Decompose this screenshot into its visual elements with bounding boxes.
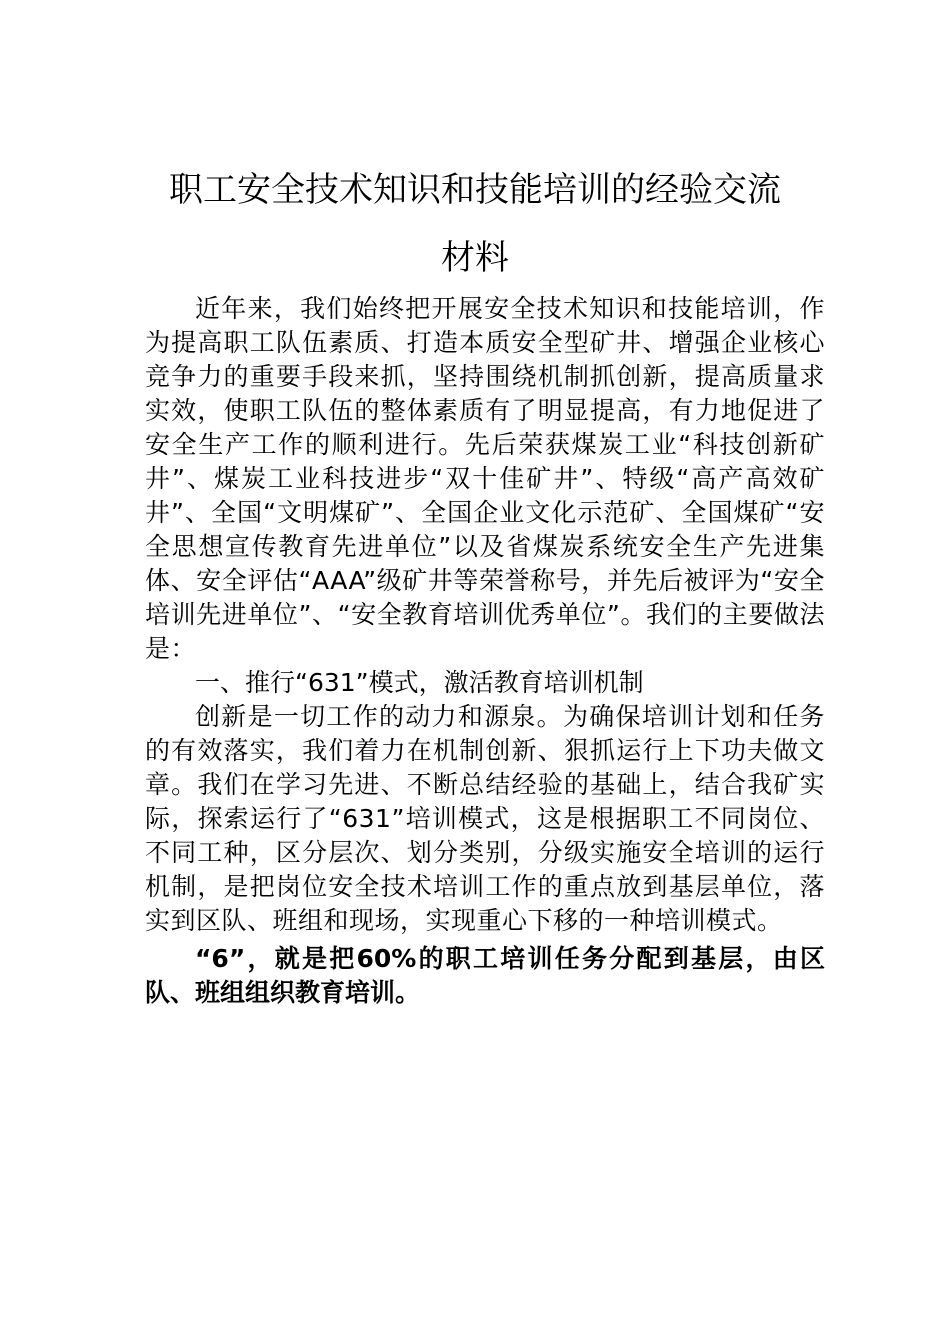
- paragraph-six-bold: “6”，就是把60%的职工培训任务分配到基层，由区队、班组组织教育培训。: [145, 944, 825, 1007]
- document-title-line-1: 职工安全技术知识和技能培训的经验交流: [169, 170, 781, 210]
- document-body: [145, 292, 825, 1010]
- paragraph-innovation: 创新是一切工作的动力和源泉。为确保培训计划和任务的有效落实，我们着力在机制创新、狠抓运行上下功夫做文章。我们在学习先进、不断总结经验的基础上，结合我矿实际，探索运行了“631”培训模式，这是根据职工不同岗位、不同工种，区分层次、划分类别，分级实施安全培训的运行机制，是把岗位安全技术培训工作的重点放到基层单位，落实到区队、班组和现场，实现重心下移的一种培训模式。: [145, 702, 825, 935]
- section-heading-1: 一、推行“631”模式，激活教育培训机制: [195, 668, 644, 697]
- paragraph-intro: 近年来，我们始终把开展安全技术知识和技能培训，作为提高职工队伍素质、打造本质安全型矿井、增强企业核心竞争力的重要手段来抓，坚持围绕机制抓创新，提高质量求实效，使职工队伍的整体素质有了明显提高，有力地促进了安全生产工作的顺利进行。先后荣获煤炭工业“科技创新矿井”、煤炭工业科技进步“双十佳矿井”、特级“高产高效矿井”、全国“文明煤矿”、全国企业文化示范矿、全国煤矿“安全思想宣传教育先进单位”以及省煤炭系统安全生产先进集体、安全评估“AAA”级矿井等荣誉称号，并先后被评为“安全培训先进单位”、“安全教育培训优秀单位”。我们的主要做法是：: [145, 294, 825, 663]
- document-title-line-2: 材料: [441, 238, 509, 278]
